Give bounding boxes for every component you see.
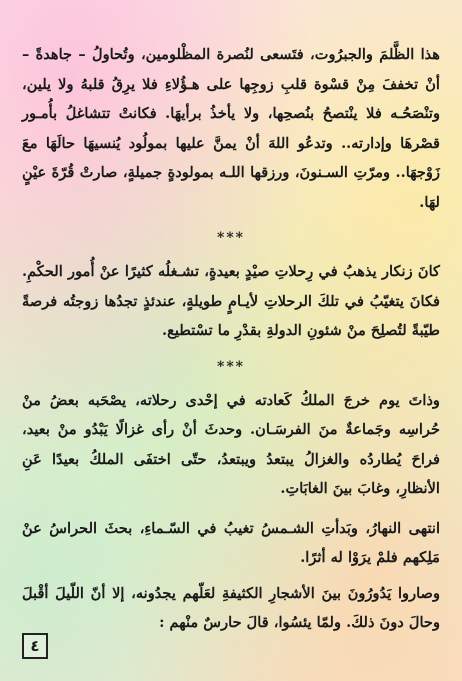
paragraph-2: كانَ زنكار يذهبُ في رِحلاتِ صيْدٍ بعيدةٍ، تشـغلُه كثيرًا عنْ أُمور الحكْمِ. فكانَ يتغيّبُ في تلكَ الرحلاتِ لأيـامٍ طويلةٍ، عندئذٍ تجدُها زوجتُه فرصةً طيّبةً لتُصلِحَ منْ شئونِ الدولةِ بقدْرِ ما تسْتطيع. [22, 263, 440, 339]
page-number-box: ٤ [22, 633, 48, 659]
paragraph-1: هذا الظَّلمَ والجبرُوت، فتَسعى لنُصرة المظْلومين، وتُحاولُ – جاهدةً – أنْ تخففَ مِنْ قسْوة قلبِ زوجِها على هـؤُلاءِ فلا يرِقُ قلبهُ ولا يلين، وتنْصَحُـه فلا ينْتصحُ بنُصحِها، ولا يأخذُ برأيهَا. فكانتْ تتشاغلُ بأُمـور قصْرهَا وإدارته.. وتدعُو اللهَ أنْ يمنَّ عليها بمولُود يُنسيهَا حالَهَا معَ زَوْجهَا.. ومرّتِ السـنونَ، ورزقها اللـه بمولودةٍ جميلةٍ، صارتْ قُرّةَ عيْنٍ لهَا. [22, 46, 440, 211]
page-body [22, 40, 440, 651]
paragraph-5: وصاروا يَدُورُونَ بينَ الأشجارِ الكثيفةِ لعَلّهم يجدُونه، إلا أنّ اللّيلَ أقْبلَ وحالَ دونَ ذلكَ. ولمّا يئسُوا، قالَ حارسٌ منْهم : [22, 584, 440, 631]
section-separator-1: *** [217, 230, 245, 246]
section-separator-2: *** [217, 358, 245, 375]
paragraph-3: وذاتَ يوم خرجَ الملكُ كَعادته في إحْدى رحلاته، يصْحَبه بعضُ منْ حُراسِه وجَماعةٌ منَ الفرسَـان. وحدثَ أنْ رأى غزالًا يَبْدُو منْ بعيد، فراحَ يُطاردُه والغزالُ يبتعدُ ويبتعدُ، حتّى اختفَى الملكُ بعيدًا عَنِ الأنظارِ، وغابَ بينَ الغابَاتِ. [22, 391, 440, 497]
paragraph-4: انتهى النهارُ، وبَدأتِ الشـمسُ تغيبُ في السّـماءِ، بحثَ الحراسُ عنْ مَلِكهم فلمْ يرَوْا له أثرًا. [22, 519, 440, 566]
